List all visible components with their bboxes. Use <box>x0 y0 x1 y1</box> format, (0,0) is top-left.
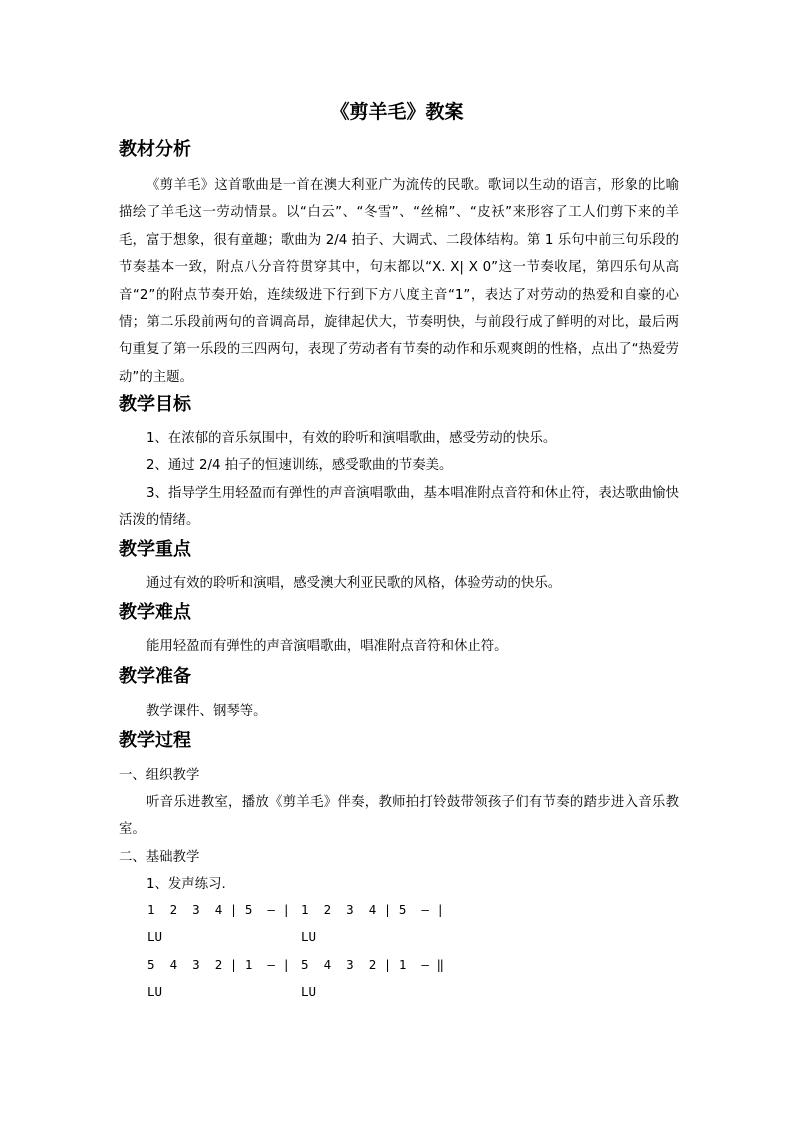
goal-item-1: 1、在浓郁的音乐氛围中，有效的聆听和演唱歌曲，感受劳动的快乐。 <box>146 431 557 446</box>
goal-item-2: 2、通过 2/4 拍子的恒速训练，感受歌曲的节奏美。 <box>146 458 453 473</box>
analysis-paragraph: 《剪羊毛》这首歌曲是一首在澳大利亚广为流传的民歌。歌词以生动的语言，形象的比喻描绘了羊毛这一劳动情景。以“白云”、“冬雪”、“丝棉”、“皮袄”来形容了工人们剪下来的羊毛，富于想象，很有童趣；歌曲为 2/4 拍子、大调式、二段体结构。第 1 乐句中前三句乐段的节奏基本一致，附点八分音符贯穿其中，句末都以“X. X| X 0”这一节奏收尾，第四乐句从高音“2”的附点节奏开始，连续级进下行到下方八度主音“1”，表达了对劳动的热爱和自豪的心情；第二乐段前两句的音调高昂，旋律起伏大，节奏明快，与前段行成了鲜明的对比，最后两句重复了第一乐段的三四两句，表现了劳动者有节奏的动作和乐观爽朗的性格，点出了“热爱劳动”的主题。 <box>119 178 679 385</box>
heading-preparation: 教学准备 <box>119 666 191 687</box>
preparation-text: 教学课件、钢琴等。 <box>146 704 267 719</box>
difficulties-text: 能用轻盈而有弹性的声音演唱歌曲，唱准附点音符和休止符。 <box>146 639 508 654</box>
heading-analysis: 教材分析 <box>119 139 191 160</box>
lyric-line-1a: LU <box>147 929 163 944</box>
goal-item-3: 3、指导学生用轻盈而有弹性的声音演唱歌曲，基本唱准附点音符和休止符，表达歌曲愉快活泼的情绪。 <box>119 486 679 529</box>
process-part2-title: 二、基础教学 <box>119 850 200 865</box>
heading-goals: 教学目标 <box>119 394 191 415</box>
exercise-title: 1、发声练习. <box>146 877 226 892</box>
lyric-line-2a: LU <box>147 984 163 999</box>
key-points-text: 通过有效的聆听和演唱，感受澳大利亚民歌的风格，体验劳动的快乐。 <box>146 576 562 591</box>
lyric-line-1b: LU <box>301 929 317 944</box>
process-part1-text: 听音乐进教室，播放《剪羊毛》伴奏，教师拍打铃鼓带领孩子们有节奏的踏步进入音乐教室。 <box>119 795 679 838</box>
notation-line-2a: 5 4 3 2 | 1 — | <box>147 957 290 972</box>
document-title: 《剪羊毛》教案 <box>330 101 464 123</box>
lyric-line-2b: LU <box>301 984 317 999</box>
notation-line-2b: 5 4 3 2 | 1 — ‖ <box>301 957 444 972</box>
heading-difficulties: 教学难点 <box>119 602 191 623</box>
heading-process: 教学过程 <box>119 730 191 751</box>
notation-line-1b: 1 2 3 4 | 5 — | <box>301 902 444 917</box>
heading-key-points: 教学重点 <box>119 539 191 560</box>
notation-line-1a: 1 2 3 4 | 5 — | <box>147 902 290 917</box>
process-part1-title: 一、组织教学 <box>119 768 200 783</box>
